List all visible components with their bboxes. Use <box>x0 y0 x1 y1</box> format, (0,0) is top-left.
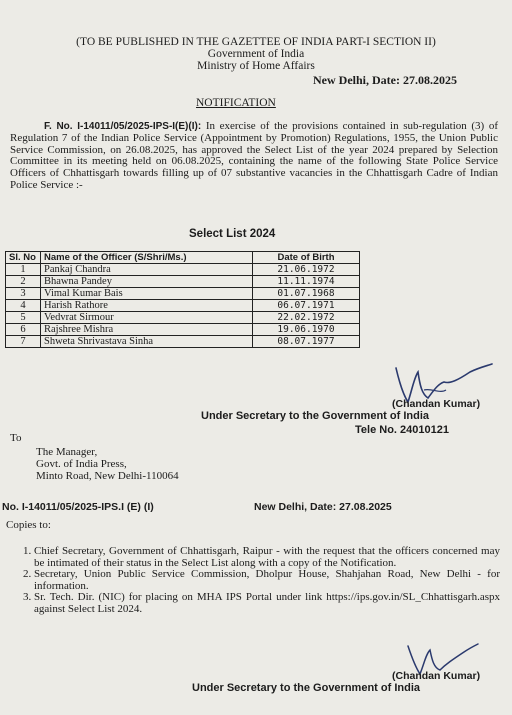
table-row <box>6 276 360 288</box>
table-row <box>6 312 360 324</box>
copy-reference-number: No. I-14011/05/2025-IPS.I (E) (I) <box>2 501 154 513</box>
addressee-line3: Minto Road, New Delhi-110064 <box>36 470 179 482</box>
notification-body: In exercise of the provisions contained in sub-regulation (3) of Regulation 7 of the Indian Police Service (Appointment by Promotion) Regulations, 1955, the Union Public Service Commission, on 26.08.2025, has approved the Select List of the year 2024 prepared by Selection Committee in its meeting held on 06.08.2025, containing the name of the following State Police Service Officers of Chhattisgarh towards filling up of 07 substantive vacancies in the Chhattisgarh Cadre of Indian Police Service :- <box>10 120 499 191</box>
row-name: Rajshree Mishra <box>41 324 253 336</box>
addressee-line2: Govt. of India Press, <box>36 458 127 470</box>
list-item: 1. Chief Secretary, Government of Chhattisgarh, Raipur - with the request that the officers concerned may be intimated of their status in the Select List along with a copy of the Notification. <box>34 546 500 569</box>
gazette-heading: (TO BE PUBLISHED IN THE GAZETTEE OF INDIA PART-I SECTION II) <box>76 36 436 48</box>
government-line: Government of India <box>207 48 305 60</box>
row-dob: 08.07.1977 <box>253 336 360 348</box>
to-label: To <box>10 432 22 444</box>
table-row <box>6 300 360 312</box>
row-sl: 1 <box>6 264 41 276</box>
list-item: 3. Sr. Tech. Dir. (NIC) for placing on MHA IPS Portal under link https://ips.gov.in/SL_Chhattisgarh.aspx against Select List 2024. <box>34 592 500 615</box>
copy-reference-date: New Delhi, Date: 27.08.2025 <box>254 501 392 513</box>
col-header-name: Name of the Officer (S/Shri/Ms.) <box>41 252 253 264</box>
row-dob: 11.11.1974 <box>253 276 360 288</box>
row-dob: 22.02.1972 <box>253 312 360 324</box>
row-name: Bhawna Pandey <box>41 276 253 288</box>
copies-list <box>14 546 500 615</box>
table-row <box>6 324 360 336</box>
row-name: Pankaj Chandra <box>41 264 253 276</box>
row-dob: 06.07.1971 <box>253 300 360 312</box>
copies-to-label: Copies to: <box>6 519 51 531</box>
signatory-designation: Under Secretary to the Government of India <box>201 410 429 422</box>
row-name: Shweta Shrivastava Sinha <box>41 336 253 348</box>
col-header-sl: Sl. No <box>6 252 41 264</box>
row-dob: 19.06.1970 <box>253 324 360 336</box>
place-date: New Delhi, Date: 27.08.2025 <box>313 73 457 87</box>
table-row <box>6 288 360 300</box>
row-name: Vedvrat Sirmour <box>41 312 253 324</box>
file-reference: F. No. I-14011/05/2025-IPS-I(E)(I): <box>44 121 202 132</box>
table-row <box>6 336 360 348</box>
row-sl: 7 <box>6 336 41 348</box>
row-dob: 21.06.1972 <box>253 264 360 276</box>
signatory-name-2: (Chandan Kumar) <box>392 670 481 682</box>
table-row <box>6 264 360 276</box>
row-name: Vimal Kumar Bais <box>41 288 253 300</box>
tele-number: Tele No. 24010121 <box>355 424 449 436</box>
ministry-line: Ministry of Home Affairs <box>197 60 315 72</box>
row-sl: 3 <box>6 288 41 300</box>
row-sl: 5 <box>6 312 41 324</box>
row-sl: 6 <box>6 324 41 336</box>
notification-paragraph <box>10 121 498 192</box>
row-dob: 01.07.1968 <box>253 288 360 300</box>
select-list-table <box>5 251 360 348</box>
row-sl: 2 <box>6 276 41 288</box>
signatory-designation-2: Under Secretary to the Government of India <box>192 682 420 694</box>
table-header-row <box>6 252 360 264</box>
row-name: Harish Rathore <box>41 300 253 312</box>
addressee-line1: The Manager, <box>36 446 98 458</box>
signatory-name: (Chandan Kumar) <box>392 398 481 410</box>
notification-title: NOTIFICATION <box>196 97 276 109</box>
list-item: 2. Secretary, Union Public Service Commission, Dholpur House, Shahjahan Road, New Delhi - for information. <box>34 569 500 592</box>
select-list-title: Select List 2024 <box>189 228 276 240</box>
row-sl: 4 <box>6 300 41 312</box>
col-header-dob: Date of Birth <box>253 252 360 264</box>
